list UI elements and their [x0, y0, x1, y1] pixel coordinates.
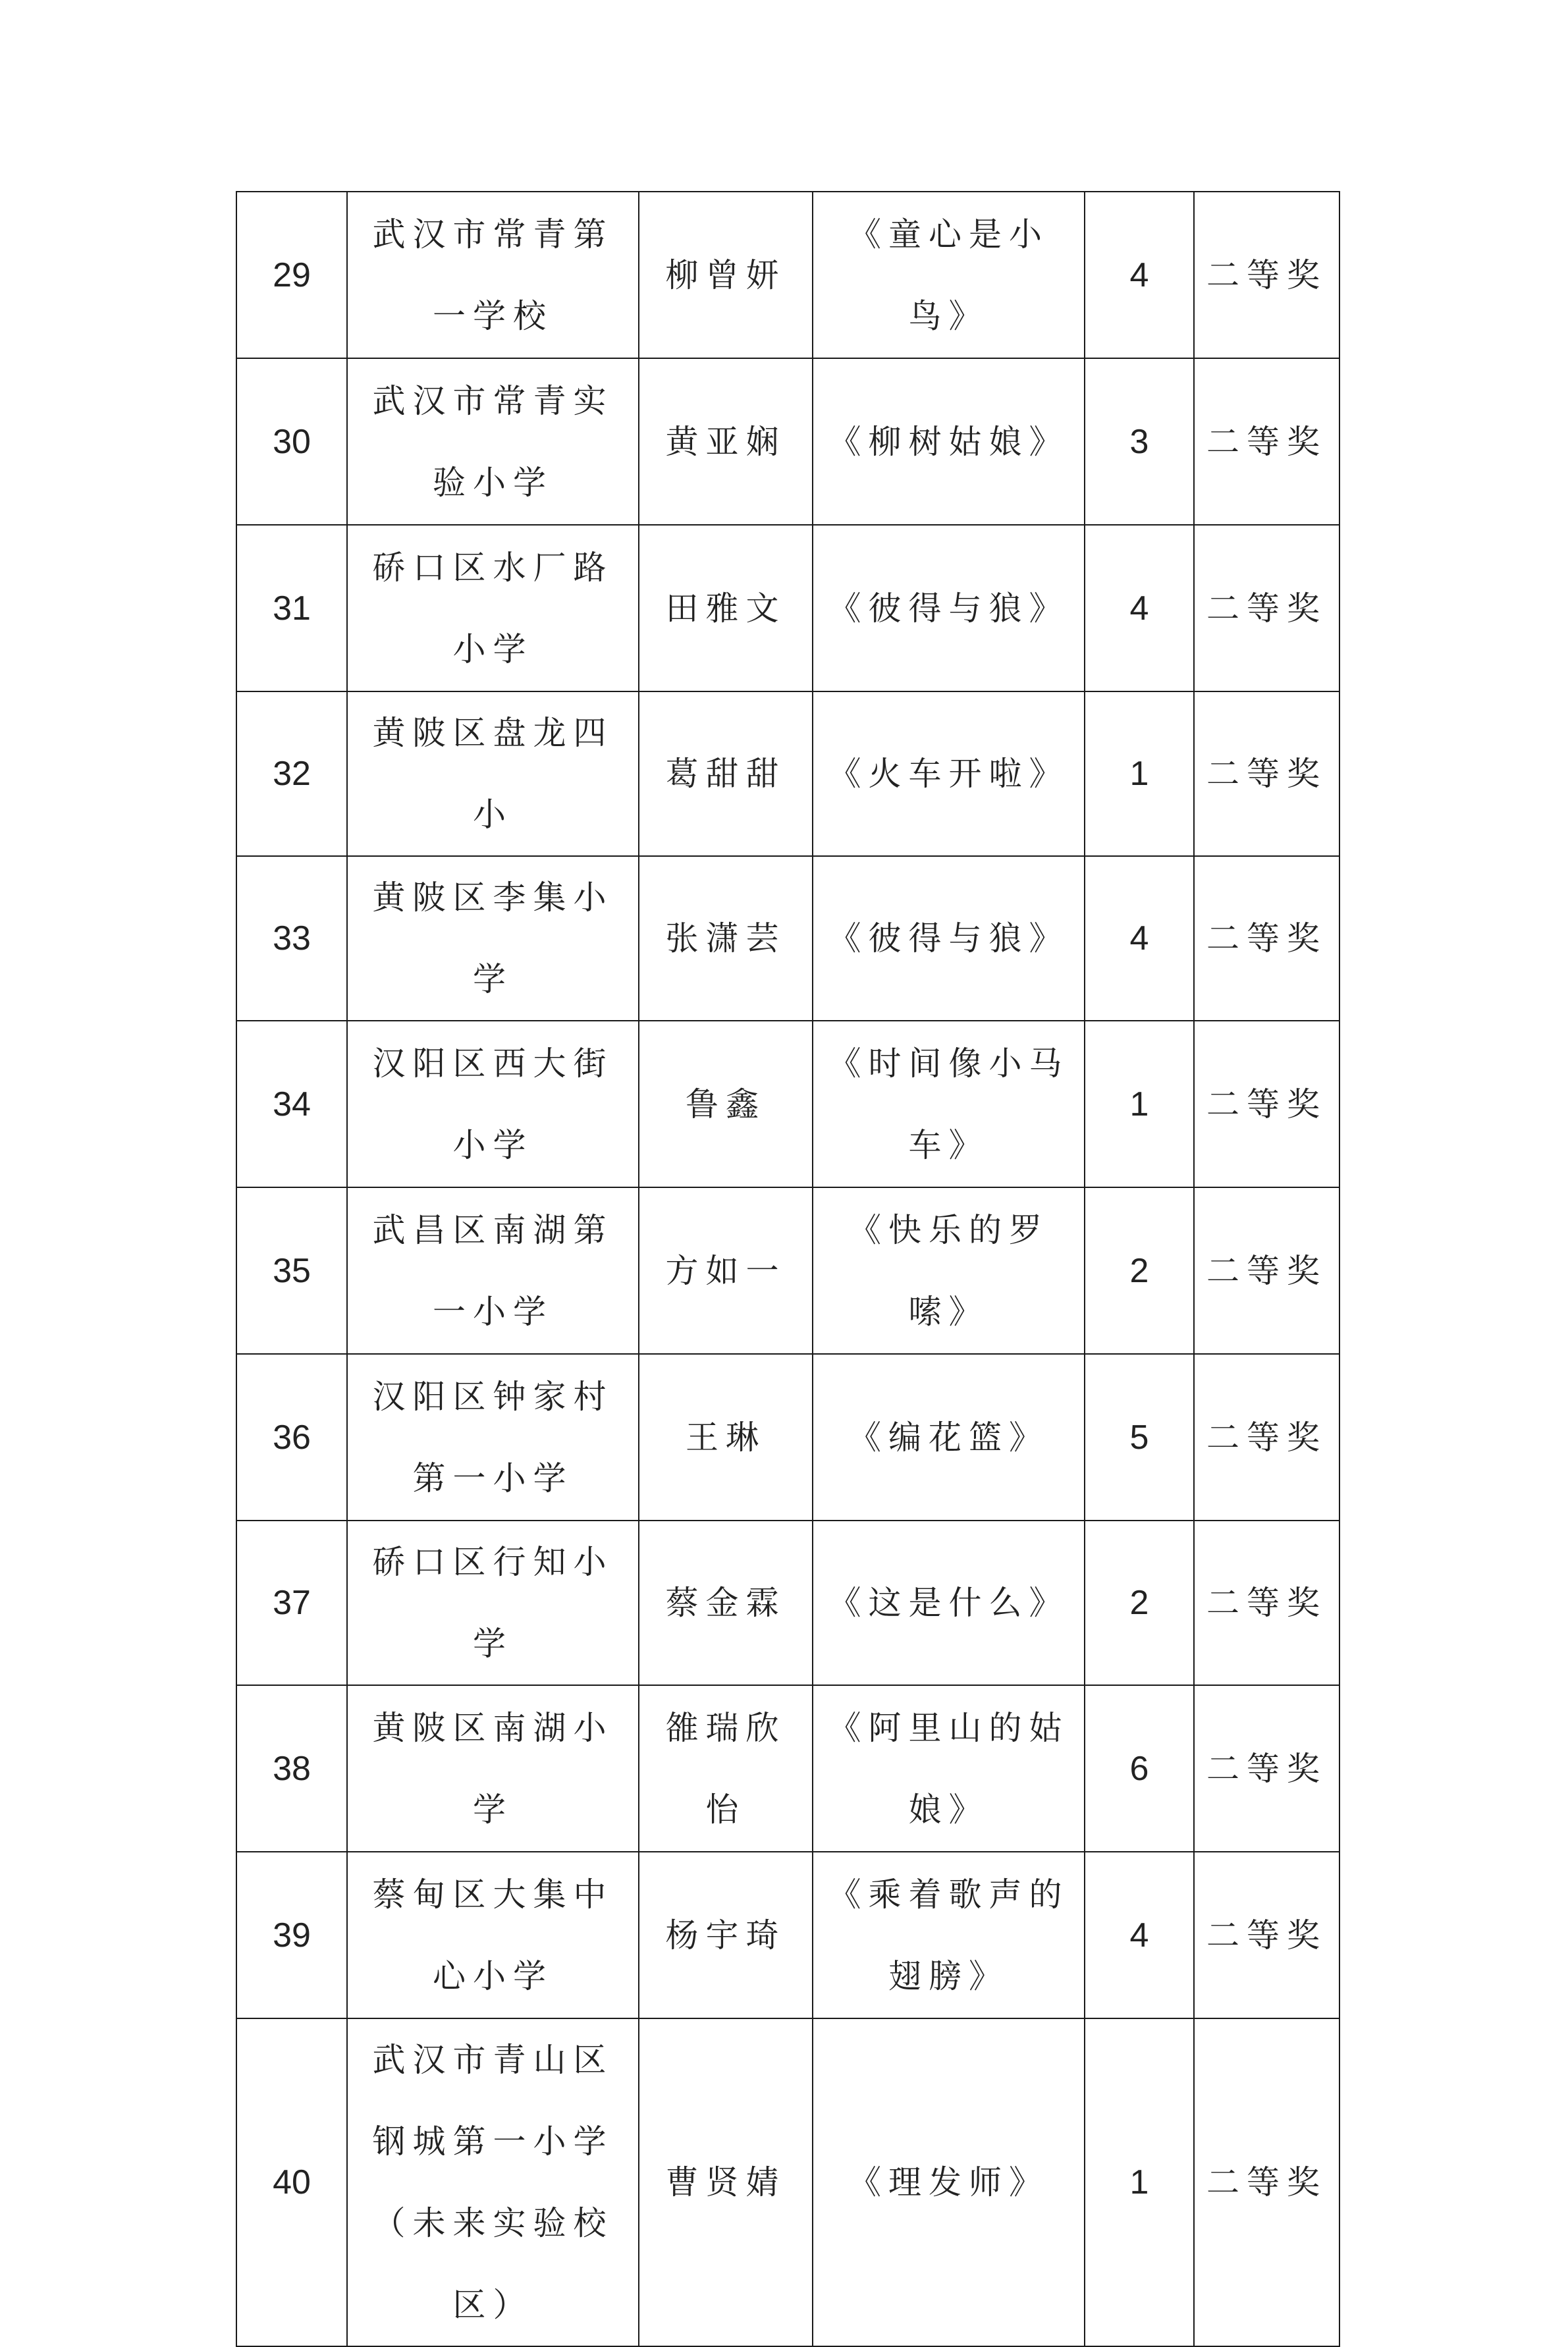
row-number: 37	[236, 1521, 347, 1685]
student-name: 蔡金霖	[639, 1521, 813, 1685]
grade: 1	[1085, 691, 1194, 856]
song-title: 《理发师》	[813, 2018, 1085, 2346]
school-name: 武汉市青山区钢城第一小学（未来实验校区）	[347, 2018, 639, 2346]
song-title: 《编花篮》	[813, 1354, 1085, 1521]
school-name: 武汉市常青第一学校	[347, 192, 639, 358]
song-title: 《童心是小鸟》	[813, 192, 1085, 358]
song-title: 《这是什么》	[813, 1521, 1085, 1685]
song-title: 《阿里山的姑娘》	[813, 1685, 1085, 1852]
table-row	[236, 856, 1339, 1021]
student-name: 黄亚娴	[639, 358, 813, 525]
school-name: 黄陂区南湖小学	[347, 1685, 639, 1852]
row-number: 32	[236, 691, 347, 856]
award: 二等奖	[1194, 1852, 1339, 2018]
table-row	[236, 1187, 1339, 1354]
row-number: 34	[236, 1021, 347, 1187]
award: 二等奖	[1194, 358, 1339, 525]
student-name: 方如一	[639, 1187, 813, 1354]
song-title: 《快乐的罗嗦》	[813, 1187, 1085, 1354]
grade: 1	[1085, 1021, 1194, 1187]
school-name: 汉阳区西大街小学	[347, 1021, 639, 1187]
school-name: 硚口区水厂路小学	[347, 525, 639, 691]
table-row	[236, 2018, 1339, 2346]
student-name: 曹贤婧	[639, 2018, 813, 2346]
row-number: 30	[236, 358, 347, 525]
row-number: 35	[236, 1187, 347, 1354]
grade: 2	[1085, 1187, 1194, 1354]
student-name: 柳曾妍	[639, 192, 813, 358]
row-number: 29	[236, 192, 347, 358]
award: 二等奖	[1194, 1685, 1339, 1852]
school-name: 武昌区南湖第一小学	[347, 1187, 639, 1354]
award: 二等奖	[1194, 1521, 1339, 1685]
student-name: 鲁鑫	[639, 1021, 813, 1187]
student-name: 田雅文	[639, 525, 813, 691]
student-name: 葛甜甜	[639, 691, 813, 856]
grade: 4	[1085, 856, 1194, 1021]
school-name: 硚口区行知小学	[347, 1521, 639, 1685]
table-row	[236, 691, 1339, 856]
award-table	[236, 191, 1340, 2347]
row-number: 33	[236, 856, 347, 1021]
table-row	[236, 525, 1339, 691]
grade: 6	[1085, 1685, 1194, 1852]
grade: 1	[1085, 2018, 1194, 2346]
song-title: 《乘着歌声的翅膀》	[813, 1852, 1085, 2018]
row-number: 40	[236, 2018, 347, 2346]
grade: 5	[1085, 1354, 1194, 1521]
school-name: 蔡甸区大集中心小学	[347, 1852, 639, 2018]
student-name: 张潇芸	[639, 856, 813, 1021]
song-title: 《彼得与狼》	[813, 525, 1085, 691]
song-title: 《彼得与狼》	[813, 856, 1085, 1021]
student-name: 杨宇琦	[639, 1852, 813, 2018]
grade: 3	[1085, 358, 1194, 525]
school-name: 汉阳区钟家村第一小学	[347, 1354, 639, 1521]
award: 二等奖	[1194, 691, 1339, 856]
award: 二等奖	[1194, 525, 1339, 691]
student-name: 王琳	[639, 1354, 813, 1521]
school-name: 黄陂区盘龙四小	[347, 691, 639, 856]
row-number: 31	[236, 525, 347, 691]
table-row	[236, 1685, 1339, 1852]
award: 二等奖	[1194, 2018, 1339, 2346]
grade: 4	[1085, 192, 1194, 358]
row-number: 36	[236, 1354, 347, 1521]
school-name: 武汉市常青实验小学	[347, 358, 639, 525]
table-row	[236, 1852, 1339, 2018]
table-row	[236, 1021, 1339, 1187]
grade: 4	[1085, 525, 1194, 691]
song-title: 《柳树姑娘》	[813, 358, 1085, 525]
award: 二等奖	[1194, 1021, 1339, 1187]
row-number: 38	[236, 1685, 347, 1852]
student-name: 雒瑞欣怡	[639, 1685, 813, 1852]
award: 二等奖	[1194, 856, 1339, 1021]
award: 二等奖	[1194, 192, 1339, 358]
grade: 4	[1085, 1852, 1194, 2018]
table-row	[236, 358, 1339, 525]
table-row	[236, 1354, 1339, 1521]
table-row	[236, 192, 1339, 358]
table-row	[236, 1521, 1339, 1685]
grade: 2	[1085, 1521, 1194, 1685]
award: 二等奖	[1194, 1187, 1339, 1354]
row-number: 39	[236, 1852, 347, 2018]
award: 二等奖	[1194, 1354, 1339, 1521]
school-name: 黄陂区李集小学	[347, 856, 639, 1021]
song-title: 《火车开啦》	[813, 691, 1085, 856]
song-title: 《时间像小马车》	[813, 1021, 1085, 1187]
